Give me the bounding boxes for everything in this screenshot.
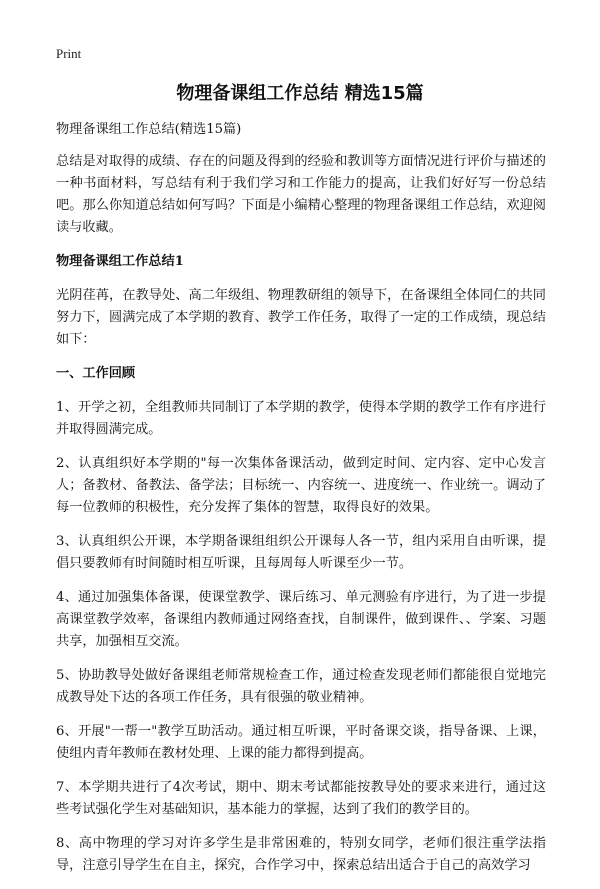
list-item: 3、认真组织公开课，本学期备课组组织公开课每人各一节，组内采用自由听课，提倡只要教师有时间随时相互听课，且每周每人听课至少一节。 xyxy=(56,534,546,571)
list-item: 1、开学之初，全组教师共同制订了本学期的教学，使得本学期的教学工作有序进行并取得圆满完成。 xyxy=(56,400,546,437)
list-item: 8、高中物理的学习对许多学生是非常困难的，特别女同学，老师们很注重学法指导，注意引导学生在自主，探究，合作学习中，探索总结出适合于自己的高效学习 xyxy=(56,836,546,873)
list-item: 4、通过加强集体备课，使课堂教学、课后练习、单元测验有序进行，为了进一步提高课堂教学效率，备课组内教师通过网络查找，自制课件，做到课件、、学案、习题共享，加强相互交流。 xyxy=(56,590,546,649)
part-heading: 一、工作回顾 xyxy=(56,366,136,381)
list-item: 6、开展"一帮一"教学互助活动。通过相互听课，平时备课交谈，指导备课、上课，使组内青年教师在教材处理、上课的能力都得到提高。 xyxy=(56,724,546,761)
page-title: 物理备课组工作总结 精选15篇 xyxy=(176,83,424,104)
list-item: 7、本学期共进行了4次考试，期中、期末考试都能按教导处的要求来进行，通过这些考试强化学生对基础知识，基本能力的掌握，达到了我们的教学目的。 xyxy=(56,780,546,817)
document-subtitle: 物理备课组工作总结(精选15篇) xyxy=(56,122,242,137)
section-intro-paragraph: 光阴荏苒，在教导处、高二年级组、物理教研组的领导下，在备课组全体同仁的共同努力下，圆满完成了本学期的教育、教学工作任务，取得了一定的工作成绩，现总结如下： xyxy=(56,288,546,347)
document-body xyxy=(56,119,546,889)
list-item: 2、认真组织好本学期的"每一次集体备课活动，做到定时间、定内容、定中心发言人；备教材、备教法、备学法；目标统一、内容统一、进度统一、作业统一。调动了每一位教师的积极性，充分发挥了集体的智慧，取得良好的效果。 xyxy=(56,456,546,515)
section-heading: 物理备课组工作总结1 xyxy=(56,254,184,269)
print-link[interactable]: Print xyxy=(56,46,82,61)
list-item: 5、协助教导处做好备课组老师常规检查工作，通过检查发现老师们都能很自觉地完成教导处下达的各项工作任务，具有很强的敬业精神。 xyxy=(56,668,546,705)
intro-paragraph: 总结是对取得的成绩、存在的问题及得到的经验和教训等方面情况进行评价与描述的一种书面材料，写总结有利于我们学习和工作能力的提高，让我们好好写一份总结吧。那么你知道总结如何写吗？下面是小编精心整理的物理备课组工作总结，欢迎阅读与收藏。 xyxy=(56,154,546,235)
